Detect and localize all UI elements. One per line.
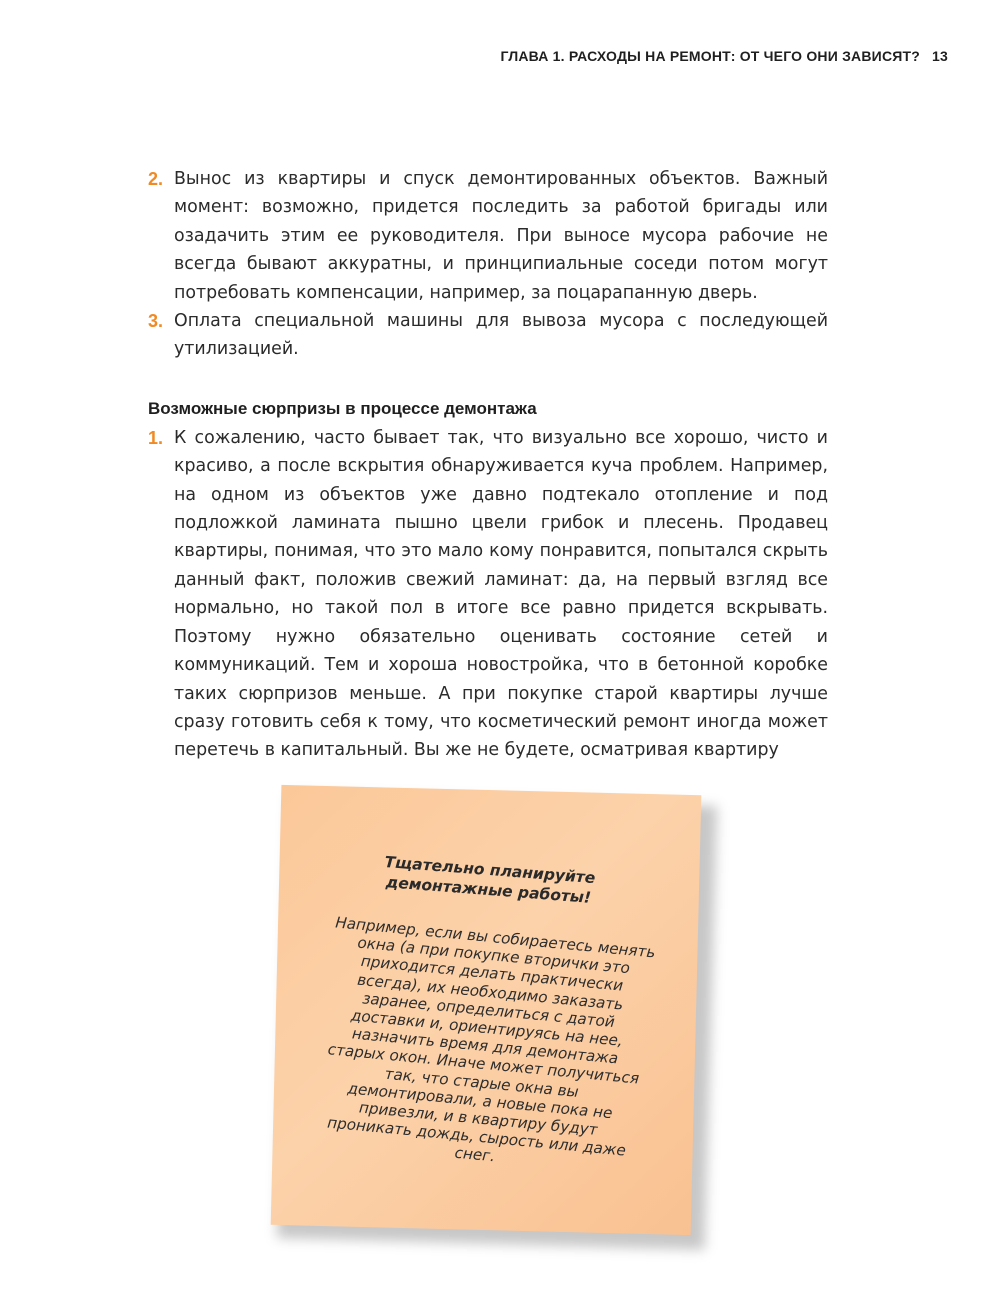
list-number: 3. <box>148 311 164 332</box>
page-number: 13 <box>932 48 948 64</box>
running-header <box>501 48 948 64</box>
cost-list <box>148 165 828 364</box>
list-item <box>148 424 828 765</box>
note-title: Тщательно планируйте демонтажные работы! <box>383 852 596 907</box>
note-body: Например, если вы собираетесь менять окна (а при покупке вторички это приходится делать практически всегда), их необходимо заказать заранее, определиться с датой доставки и, ориентируясь на нее, назначить время для демонтажа старых окон. Иначе может получиться так, что старые окна вы демонтировали, а новые пока не привезли, и в квартиру будут проникать дождь, сырость или даже снег. <box>326 913 657 1166</box>
list-item-text: Вынос из квартиры и спуск демонтированных объектов. Важный момент: возможно, придется последить за работой бригады или озадачить этим ее руководителя. При выносе мусора рабочие не всегда бывают аккуратны, и принципиальные соседи потом могут потребовать компенсации, например, за поцарапанную дверь. <box>174 169 828 303</box>
sticky-note <box>271 785 702 1235</box>
list-item-text: Оплата специальной машины для вывоза мусора с последующей утилизацией. <box>174 311 828 360</box>
section-heading: Возможные сюрпризы в процессе демонтажа <box>148 398 537 418</box>
list-item <box>148 307 828 364</box>
list-number: 1. <box>148 427 164 448</box>
list-number: 2. <box>148 169 164 189</box>
chapter-title: ГЛАВА 1. РАСХОДЫ НА РЕМОНТ: ОТ ЧЕГО ОНИ ЗАВИСЯТ? <box>500 48 921 64</box>
surprises-list <box>148 424 828 765</box>
main-content <box>148 165 828 765</box>
list-item-text: К сожалению, часто бывает так, что визуально все хорошо, чисто и красиво, а после вскрытия обнаруживается куча проблем. Например, на одном из объектов уже давно подтекало отопление и под подложкой ламината пышно цвели грибок и плесень. Продавец квартиры, понимая, что это мало кому понравится, попытался скрыть данный факт, положив свежий ламинат: да, на первый взгляд все нормально, но такой пол в итоге все равно придется вскрывать. Поэтому нужно обязательно оценивать состояние сетей и коммуникаций. Тем и хороша новостройка, что в бетонной коробке таких сюрпризов меньше. А при покупке старой квартиры лучше сразу готовить себя к тому, что косметический ремонт иногда может перетечь в капитальный. Вы же не будете, осматривая квартиру <box>174 427 828 761</box>
list-item <box>148 165 828 307</box>
